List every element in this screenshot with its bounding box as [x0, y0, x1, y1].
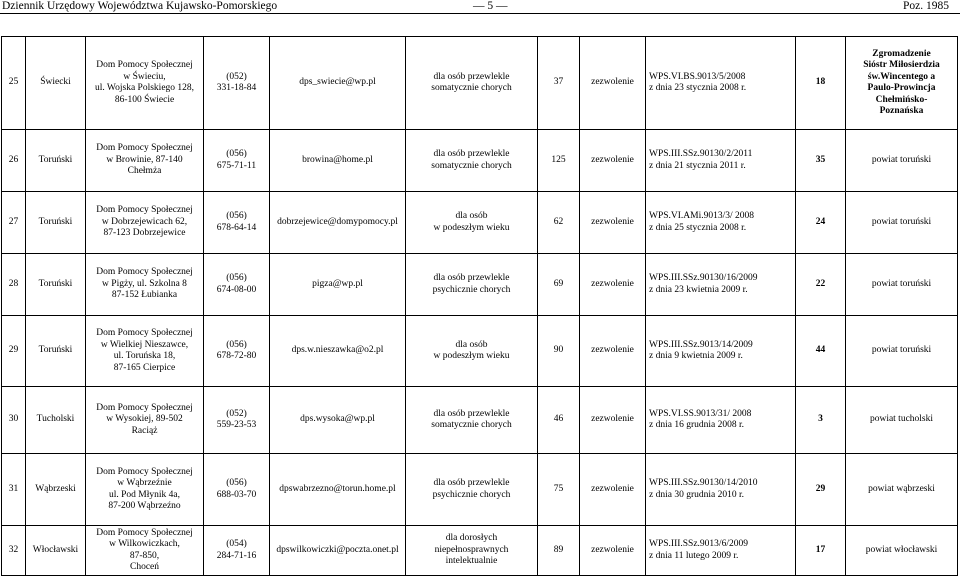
decyzja-line: WPS.VI.BS.9013/5/2008	[649, 71, 746, 82]
row-status: zezwolenie	[580, 130, 646, 192]
tel-line: (052)	[226, 71, 247, 82]
decyzja-line: WPS.III.SSz.90130/16/2009	[649, 273, 758, 283]
row-prowadzacy: powiat toruński	[846, 316, 958, 387]
row-dom	[86, 454, 204, 526]
typ-line: dla osób przewlekle	[433, 149, 510, 159]
row-prowadzacy: powiat włocławski	[846, 526, 958, 576]
tel-line: (056)	[226, 149, 247, 159]
row-status: zezwolenie	[580, 387, 646, 454]
table-row	[2, 316, 958, 387]
dom-line: Dom Pomocy Społecznej	[96, 328, 193, 338]
row-dom	[86, 254, 204, 316]
row-prowadzacy: powiat tucholski	[846, 387, 958, 454]
decyzja-line: z dnia 23 kwietnia 2009 r.	[649, 284, 748, 295]
dom-line: ul. Toruńska 18,	[113, 351, 176, 361]
dom-line: 87-123 Dobrzejewice	[103, 228, 186, 239]
row-lp: 25	[2, 37, 26, 130]
row-status: zezwolenie	[580, 454, 646, 526]
tel-line: 559-23-53	[216, 420, 257, 430]
decyzja-line: z dnia 16 grudnia 2008 r.	[649, 420, 744, 430]
row-powiat: Wąbrzeski	[26, 454, 86, 526]
tel-line: (056)	[226, 211, 247, 221]
prowadzacy-line: Zgromadzenie	[872, 48, 931, 59]
tel-line: 688-03-70	[216, 489, 257, 500]
row-decyzja	[646, 254, 796, 316]
row-decyzja	[646, 454, 796, 526]
row-lp: 28	[2, 254, 26, 316]
decyzja-line: WPS.VI.SS.9013/31/ 2008	[649, 408, 752, 419]
row-telefon	[204, 37, 270, 130]
row-dom	[86, 316, 204, 387]
dom-line: Raciąż	[131, 425, 158, 436]
row-powiat: Toruński	[26, 130, 86, 192]
row-liczba: 29	[796, 454, 846, 526]
row-powiat: Świecki	[26, 37, 86, 130]
tel-line: (054)	[226, 539, 247, 549]
row-email: pigza@wp.pl	[270, 254, 406, 316]
table-row	[2, 454, 958, 526]
typ-line: dla osób przewlekle	[433, 273, 510, 283]
tel-line: 674-08-00	[216, 284, 257, 295]
row-miejsca: 90	[538, 316, 580, 387]
tel-line: 284-71-16	[216, 550, 257, 561]
row-typ	[406, 526, 538, 576]
row-miejsca: 125	[538, 130, 580, 192]
dom-line: w Wilkowiczkach,	[109, 539, 180, 549]
row-decyzja	[646, 387, 796, 454]
dom-line: Dom Pomocy Społecznej	[96, 143, 193, 154]
row-lp: 31	[2, 454, 26, 526]
journal-title: Dziennik Urzędowy Województwa Kujawsko-Pomorskiego	[2, 0, 278, 12]
row-liczba: 44	[796, 316, 846, 387]
decyzja-line: WPS.III.SSz.90130/2/2011	[649, 149, 753, 159]
row-telefon	[204, 192, 270, 254]
dom-line: Dom Pomocy Społecznej	[96, 466, 193, 477]
typ-line: somatycznie chorych	[431, 83, 512, 93]
row-powiat: Toruński	[26, 254, 86, 316]
row-liczba: 35	[796, 130, 846, 192]
dom-line: 86-100 Świecie	[114, 94, 175, 105]
table-row	[2, 387, 958, 454]
tel-line: 675-71-11	[216, 160, 257, 171]
typ-line: psychicznie chorych	[432, 489, 511, 500]
typ-line: dla osób	[455, 339, 488, 350]
row-typ	[406, 254, 538, 316]
row-decyzja	[646, 37, 796, 130]
decyzja-line: WPS.III.SSz.9013/14/2009	[649, 339, 753, 350]
decyzja-line: WPS.VI.AMi.9013/3/ 2008	[649, 211, 755, 221]
row-liczba: 17	[796, 526, 846, 576]
tel-line: (056)	[226, 478, 247, 488]
row-email: dps_swiecie@wp.pl	[270, 37, 406, 130]
typ-line: dla osób przewlekle	[433, 408, 510, 419]
dps-table	[1, 36, 958, 576]
row-miejsca: 37	[538, 37, 580, 130]
typ-line: dla dorosłych	[445, 533, 498, 544]
row-telefon	[204, 316, 270, 387]
row-prowadzacy: powiat toruński	[846, 130, 958, 192]
dom-line: w Wielkiej Nieszawce,	[100, 339, 189, 350]
decyzja-line: z dnia 9 kwietnia 2009 r.	[649, 351, 743, 361]
dom-line: w Wysokiej, 89-502	[106, 414, 183, 425]
row-liczba: 18	[796, 37, 846, 130]
dom-line: Dom Pomocy Społecznej	[96, 267, 193, 278]
tel-line: 331-18-84	[216, 83, 257, 93]
page-header	[0, 0, 960, 14]
dom-line: Dom Pomocy Społecznej	[96, 205, 193, 216]
row-typ	[406, 387, 538, 454]
row-lp: 29	[2, 316, 26, 387]
typ-line: dla osób przewlekle	[433, 478, 510, 488]
tel-line: 678-72-80	[216, 351, 257, 361]
row-typ	[406, 454, 538, 526]
row-telefon	[204, 130, 270, 192]
typ-line: psychicznie chorych	[432, 284, 511, 295]
dom-line: w Wąbrzeźnie	[117, 478, 172, 488]
position-number: Poz. 1985	[903, 0, 949, 12]
table-row	[2, 130, 958, 192]
page-number: — 5 —	[473, 0, 508, 12]
prowadzacy-line: Poznańska	[879, 106, 924, 116]
row-decyzja	[646, 526, 796, 576]
table-row	[2, 526, 958, 576]
prowadzacy-line: św.Wincentego a	[867, 71, 936, 82]
row-dom	[86, 192, 204, 254]
row-telefon	[204, 526, 270, 576]
row-prowadzacy	[846, 37, 958, 130]
dom-line: 87-850,	[129, 550, 160, 561]
typ-line: dla osób	[455, 211, 488, 221]
dom-line: w Browinie, 87-140	[106, 154, 183, 165]
typ-line: intelektualnie	[445, 556, 498, 567]
decyzja-line: WPS.III.SSz.9013/6/2009	[649, 539, 748, 549]
row-lp: 30	[2, 387, 26, 454]
row-liczba: 3	[796, 387, 846, 454]
row-dom	[86, 387, 204, 454]
row-lp: 32	[2, 526, 26, 576]
decyzja-line: z dnia 21 stycznia 2011 r.	[649, 160, 746, 171]
row-decyzja	[646, 130, 796, 192]
decyzja-line: z dnia 25 stycznia 2008 r.	[649, 222, 747, 233]
dom-line: w Pigży, ul. Szkolna 8	[102, 278, 187, 289]
decyzja-line: WPS.III.SSz.90130/14/2010	[649, 478, 758, 488]
tel-line: (052)	[226, 408, 247, 419]
typ-line: w podeszłym wieku	[433, 351, 510, 361]
row-miejsca: 89	[538, 526, 580, 576]
row-miejsca: 62	[538, 192, 580, 254]
row-telefon	[204, 387, 270, 454]
decyzja-line: z dnia 11 lutego 2009 r.	[649, 550, 739, 561]
typ-line: w podeszłym wieku	[433, 222, 510, 233]
row-dom	[86, 130, 204, 192]
row-miejsca: 46	[538, 387, 580, 454]
prowadzacy-line: Sióstr Miłosierdzia	[863, 60, 940, 70]
row-dom	[86, 526, 204, 576]
tel-line: 678-64-14	[216, 222, 257, 233]
dom-line: 87-165 Cierpice	[113, 362, 176, 373]
row-liczba: 24	[796, 192, 846, 254]
decyzja-line: z dnia 30 grudnia 2010 r.	[649, 489, 744, 500]
row-lp: 26	[2, 130, 26, 192]
prowadzacy-line: Paulo-Prowincja	[867, 83, 936, 93]
decyzja-line: z dnia 23 stycznia 2008 r.	[649, 83, 747, 93]
row-status: zezwolenie	[580, 316, 646, 387]
row-telefon	[204, 454, 270, 526]
prowadzacy-line: Chełmińsko-	[875, 94, 928, 105]
row-powiat: Toruński	[26, 192, 86, 254]
dom-line: Choceń	[129, 562, 160, 572]
row-powiat: Tucholski	[26, 387, 86, 454]
row-typ	[406, 130, 538, 192]
row-email: dpswabrzezno@torun.home.pl	[270, 454, 406, 526]
typ-line: niepełnosprawnych	[434, 544, 509, 555]
typ-line: somatycznie chorych	[431, 420, 512, 430]
row-status: zezwolenie	[580, 192, 646, 254]
dom-line: 87-200 Wąbrzeźno	[108, 501, 181, 511]
tel-line: (056)	[226, 273, 247, 283]
row-prowadzacy: powiat toruński	[846, 254, 958, 316]
row-liczba: 22	[796, 254, 846, 316]
row-email: dpswilkowiczki@poczta.onet.pl	[270, 526, 406, 576]
dom-line: w Świeciu,	[123, 71, 166, 82]
row-status: zezwolenie	[580, 526, 646, 576]
row-typ	[406, 37, 538, 130]
row-telefon	[204, 254, 270, 316]
row-dom	[86, 37, 204, 130]
row-lp: 27	[2, 192, 26, 254]
dom-line: Chełmża	[127, 166, 162, 177]
row-email: dps.wysoka@wp.pl	[270, 387, 406, 454]
typ-line: somatycznie chorych	[431, 160, 512, 171]
dom-line: ul. Wojska Polskiego 128,	[94, 83, 195, 93]
dom-line: Dom Pomocy Społecznej	[96, 527, 193, 538]
header-rule	[0, 13, 960, 14]
row-email: browina@home.pl	[270, 130, 406, 192]
tel-line: (056)	[226, 339, 247, 350]
row-decyzja	[646, 192, 796, 254]
dom-line: ul. Pod Młynik 4a,	[109, 489, 180, 500]
row-status: zezwolenie	[580, 254, 646, 316]
row-typ	[406, 316, 538, 387]
row-decyzja	[646, 316, 796, 387]
row-status: zezwolenie	[580, 37, 646, 130]
row-powiat: Włocławski	[26, 526, 86, 576]
row-prowadzacy: powiat wąbrzeski	[846, 454, 958, 526]
table-row	[2, 37, 958, 130]
typ-line: dla osób przewlekle	[433, 71, 510, 82]
dom-line: 87-152 Łubianka	[111, 290, 178, 301]
dom-line: w Dobrzejewicach 62,	[101, 216, 188, 227]
row-miejsca: 75	[538, 454, 580, 526]
dom-line: Dom Pomocy Społecznej	[96, 60, 193, 70]
row-prowadzacy: powiat toruński	[846, 192, 958, 254]
row-email: dobrzejewice@domypomocy.pl	[270, 192, 406, 254]
row-email: dps.w.nieszawka@o2.pl	[270, 316, 406, 387]
row-powiat: Toruński	[26, 316, 86, 387]
row-typ	[406, 192, 538, 254]
row-miejsca: 69	[538, 254, 580, 316]
table-row	[2, 192, 958, 254]
table-row	[2, 254, 958, 316]
dom-line: Dom Pomocy Społecznej	[96, 402, 193, 413]
